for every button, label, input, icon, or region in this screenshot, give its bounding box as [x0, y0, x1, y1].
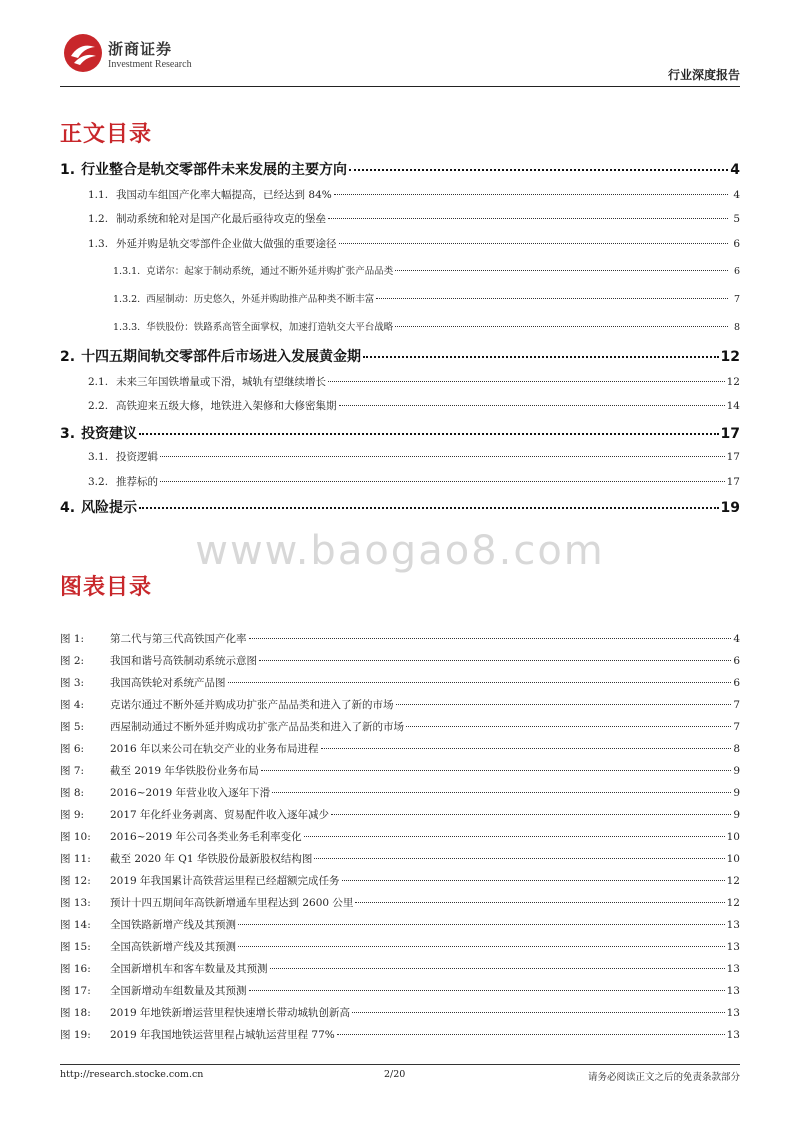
figure-label: 2016~2019 年公司各类业务毛利率变化	[110, 831, 302, 843]
leader-dots	[160, 481, 725, 482]
brand-name-cn: 浙商证券	[108, 40, 173, 58]
figure-entry[interactable]	[60, 1027, 740, 1042]
figure-label: 西屋制动通过不断外延并购成功扩张产品品类和进入了新的市场	[110, 721, 404, 733]
figure-label: 2016~2019 年营业收入逐年下滑	[110, 787, 271, 799]
figure-entry[interactable]	[60, 697, 740, 712]
leader-dots	[339, 243, 728, 244]
figure-label: 第二代与第三代高铁国产化率	[110, 633, 247, 645]
figure-number: 图 3:	[60, 677, 85, 689]
leader-dots	[249, 638, 732, 639]
toc-entry-number: 3.	[60, 426, 76, 442]
footer-url[interactable]: http://research.stocke.com.cn	[60, 1069, 204, 1080]
figure-page: 13	[726, 919, 740, 931]
toc-entry-page: 17	[726, 476, 740, 488]
toc-entry-page: 6	[733, 238, 740, 250]
toc-entry-page: 6	[733, 266, 740, 277]
figure-page: 13	[726, 985, 740, 997]
toc-entry-page: 8	[733, 322, 740, 333]
figure-number: 图 19:	[60, 1029, 91, 1041]
toc-entry-label: 投资建议	[81, 426, 138, 442]
figure-entry[interactable]	[60, 741, 740, 756]
leader-dots	[259, 660, 731, 661]
leader-dots	[160, 456, 725, 457]
figure-page: 7	[733, 721, 740, 733]
toc-entry-1-3[interactable]	[88, 236, 740, 251]
leader-dots	[406, 726, 731, 727]
toc-entry-page: 5	[733, 213, 740, 225]
toc-entry-3-2[interactable]	[88, 474, 740, 489]
leader-dots	[395, 326, 728, 327]
toc-entry-label: 克诺尔：起家于制动系统，通过不断外延并购扩张产品品类	[146, 266, 394, 277]
figure-entry[interactable]	[60, 851, 740, 866]
figure-entry[interactable]	[60, 829, 740, 844]
figure-label: 2019 年地铁新增运营里程快速增长带动城轨创新高	[110, 1007, 351, 1019]
page-number: 2/20	[384, 1069, 406, 1080]
figure-page: 9	[733, 787, 740, 799]
figure-number: 图 17:	[60, 985, 91, 997]
figure-entry[interactable]	[60, 675, 740, 690]
toc-entry-page: 17	[720, 426, 740, 442]
figure-entry[interactable]	[60, 785, 740, 800]
toc-entry-page: 12	[720, 349, 740, 365]
figure-page: 8	[733, 743, 740, 755]
figure-label: 全国高铁新增产线及其预测	[110, 941, 236, 953]
toc-entry-label: 未来三年国铁增量或下滑，城轨有望继续增长	[116, 376, 327, 388]
toc-entry-2[interactable]	[60, 346, 740, 366]
figure-number: 图 4:	[60, 699, 85, 711]
figure-label: 截至 2019 年华铁股份业务布局	[110, 765, 259, 777]
leader-dots	[339, 405, 725, 406]
leader-dots	[331, 814, 731, 815]
toc-entry-number: 1.1.	[88, 189, 109, 201]
toc-entry-4[interactable]	[60, 497, 740, 517]
figure-page: 4	[733, 633, 740, 645]
leader-dots	[396, 704, 732, 705]
leader-dots	[337, 1034, 725, 1035]
figure-number: 图 9:	[60, 809, 85, 821]
figure-page: 10	[726, 853, 740, 865]
toc-entry-number: 1.3.2.	[113, 294, 141, 305]
toc-entry-1[interactable]	[60, 159, 740, 179]
figure-number: 图 5:	[60, 721, 85, 733]
toc-entry-label: 华铁股份：铁路系高管全面掌权，加速打造轨交大平台战略	[146, 322, 394, 333]
figure-entry[interactable]	[60, 961, 740, 976]
leader-dots	[139, 433, 718, 435]
figures-title: 图表目录	[60, 575, 153, 600]
report-type: 行业深度报告	[667, 68, 740, 82]
toc-entry-number: 3.1.	[88, 451, 109, 463]
leader-dots	[334, 194, 728, 195]
toc-entry-label: 外延并购是轨交零部件企业做大做强的重要途径	[116, 238, 337, 250]
toc-entry-1-3-1[interactable]	[113, 263, 740, 277]
toc-entry-1-2[interactable]	[88, 211, 740, 226]
leader-dots	[321, 748, 732, 749]
leader-dots	[238, 924, 725, 925]
figure-number: 图 10:	[60, 831, 91, 843]
toc-entry-page: 7	[733, 294, 740, 305]
toc-entry-page: 19	[720, 500, 740, 516]
leader-dots	[249, 990, 725, 991]
leader-dots	[342, 880, 725, 881]
leader-dots	[395, 270, 728, 271]
figure-page: 6	[733, 655, 740, 667]
figure-entry[interactable]	[60, 917, 740, 932]
figure-label: 2016 年以来公司在轨交产业的业务布局进程	[110, 743, 319, 755]
toc-entry-label: 风险提示	[81, 500, 138, 516]
brand-logo-icon	[62, 32, 104, 74]
figure-number: 图 1:	[60, 633, 85, 645]
leader-dots	[139, 507, 718, 509]
toc-entry-2-1[interactable]	[88, 374, 740, 389]
figure-page: 13	[726, 963, 740, 975]
leader-dots	[304, 836, 725, 837]
figure-number: 图 7:	[60, 765, 85, 777]
brand-logo	[62, 32, 192, 78]
figure-page: 13	[726, 1029, 740, 1041]
toc-title: 正文目录	[60, 122, 153, 147]
figure-number: 图 2:	[60, 655, 85, 667]
toc-entry-page: 17	[726, 451, 740, 463]
figure-page: 12	[726, 897, 740, 909]
leader-dots	[270, 968, 725, 969]
leader-dots	[261, 770, 731, 771]
figure-label: 2017 年化纤业务剥离、贸易配件收入逐年减少	[110, 809, 330, 821]
figure-label: 截至 2020 年 Q1 华铁股份最新股权结构图	[110, 853, 313, 865]
leader-dots	[349, 169, 728, 171]
leader-dots	[376, 298, 728, 299]
toc-entry-label: 我国动车组国产化率大幅提高，已经达到 84%	[116, 189, 332, 201]
toc-entry-number: 1.3.3.	[113, 322, 141, 333]
toc-entry-1-3-3[interactable]	[113, 319, 740, 333]
figure-number: 图 14:	[60, 919, 91, 931]
figure-number: 图 13:	[60, 897, 91, 909]
figure-entry[interactable]	[60, 895, 740, 910]
figure-entry[interactable]	[60, 631, 740, 646]
toc-entry-number: 2.	[60, 349, 76, 365]
figure-number: 图 6:	[60, 743, 85, 755]
leader-dots	[272, 792, 731, 793]
toc-entry-number: 2.1.	[88, 376, 109, 388]
figure-label: 预计十四五期间年高铁新增通车里程达到 2600 公里	[110, 897, 354, 909]
footer-divider	[60, 1064, 740, 1065]
brand-name-en: Investment Research	[108, 59, 192, 70]
figure-number: 图 11:	[60, 853, 91, 865]
toc-entry-3-1[interactable]	[88, 449, 740, 464]
figure-number: 图 18:	[60, 1007, 91, 1019]
toc-entry-page: 14	[726, 400, 740, 412]
leader-dots	[328, 218, 728, 219]
toc-entry-1-3-2[interactable]	[113, 291, 740, 305]
leader-dots	[355, 902, 724, 903]
toc-entry-label: 十四五期间轨交零部件后市场进入发展黄金期	[81, 349, 362, 365]
toc-entry-label: 制动系统和轮对是国产化最后亟待攻克的堡垒	[116, 213, 327, 225]
figure-entry[interactable]	[60, 1005, 740, 1020]
figure-entry[interactable]	[60, 807, 740, 822]
figure-page: 10	[726, 831, 740, 843]
figure-entry[interactable]	[60, 653, 740, 668]
figure-page: 9	[733, 809, 740, 821]
toc-entry-number: 1.3.1.	[113, 266, 141, 277]
leader-dots	[314, 858, 724, 859]
leader-dots	[352, 1012, 725, 1013]
figure-number: 图 16:	[60, 963, 91, 975]
figure-number: 图 15:	[60, 941, 91, 953]
figure-label: 全国新增动车组数量及其预测	[110, 985, 247, 997]
figure-number: 图 12:	[60, 875, 91, 887]
figure-page: 12	[726, 875, 740, 887]
figure-label: 全国铁路新增产线及其预测	[110, 919, 236, 931]
figure-label: 我国和谐号高铁制动系统示意图	[110, 655, 257, 667]
header-divider	[60, 86, 740, 87]
figure-entry[interactable]	[60, 939, 740, 954]
toc-entry-page: 12	[726, 376, 740, 388]
footer-disclaimer: 请务必阅读正文之后的免责条款部分	[587, 1072, 740, 1083]
figure-page: 13	[726, 941, 740, 953]
toc-entry-number: 4.	[60, 500, 76, 516]
leader-dots	[328, 381, 725, 382]
toc-entry-number: 1.	[60, 162, 76, 178]
toc-entry-label: 高铁迎来五级大修，地铁进入架修和大修密集期	[116, 400, 337, 412]
toc-entry-label: 推荐标的	[116, 476, 159, 488]
figure-entry[interactable]	[60, 983, 740, 998]
leader-dots	[363, 356, 718, 358]
toc-entry-3[interactable]	[60, 423, 740, 443]
toc-entry-number: 1.3.	[88, 238, 109, 250]
toc-entry-number: 3.2.	[88, 476, 109, 488]
toc-entry-1-1[interactable]	[88, 187, 740, 202]
figure-entry[interactable]	[60, 719, 740, 734]
figure-label: 全国新增机车和客车数量及其预测	[110, 963, 268, 975]
toc-entry-number: 2.2.	[88, 400, 109, 412]
leader-dots	[228, 682, 732, 683]
toc-entry-label: 行业整合是轨交零部件未来发展的主要方向	[81, 162, 348, 178]
figure-page: 9	[733, 765, 740, 777]
figure-page: 13	[726, 1007, 740, 1019]
figure-number: 图 8:	[60, 787, 85, 799]
toc-entry-number: 1.2.	[88, 213, 109, 225]
toc-entry-label: 投资逻辑	[116, 451, 159, 463]
watermark: www.baogao8.com	[195, 528, 605, 574]
leader-dots	[238, 946, 725, 947]
toc-entry-page: 4	[730, 162, 740, 178]
figure-entry[interactable]	[60, 873, 740, 888]
figure-label: 克诺尔通过不断外延并购成功扩张产品品类和进入了新的市场	[110, 699, 394, 711]
toc-entry-2-2[interactable]	[88, 398, 740, 413]
figure-label: 2019 年我国地铁运营里程占城轨运营里程 77%	[110, 1029, 335, 1041]
figure-page: 7	[733, 699, 740, 711]
figure-label: 我国高铁轮对系统产品图	[110, 677, 226, 689]
toc-entry-label: 西屋制动：历史悠久，外延并购助推产品种类不断丰富	[146, 294, 375, 305]
figure-label: 2019 年我国累计高铁营运里程已经超额完成任务	[110, 875, 340, 887]
figure-entry[interactable]	[60, 763, 740, 778]
figure-page: 6	[733, 677, 740, 689]
toc-entry-page: 4	[733, 189, 740, 201]
